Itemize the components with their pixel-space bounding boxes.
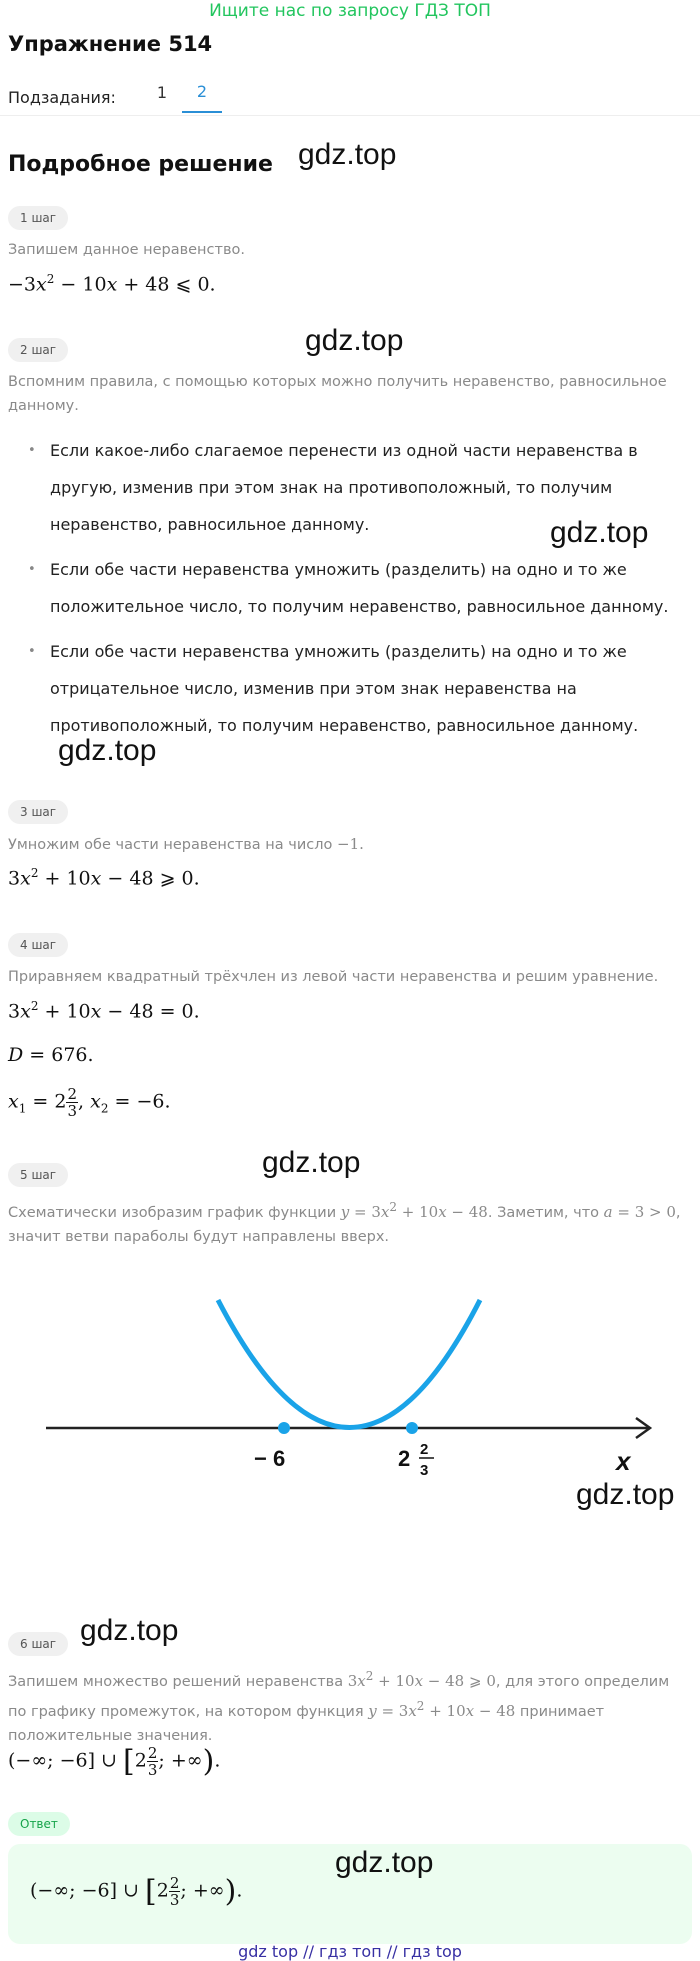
root-label-right-num: 2 bbox=[420, 1441, 429, 1458]
watermark: gdz.top bbox=[305, 324, 404, 357]
step-badge-6: 6 шаг bbox=[8, 1632, 68, 1656]
step-badge-4: 4 шаг bbox=[8, 933, 68, 957]
watermark: gdz.top bbox=[262, 1146, 361, 1179]
step-1-formula: $-3x^2 - 10x + 48$ ⩽ 0. bbox=[8, 272, 216, 296]
root-point-left bbox=[278, 1422, 290, 1434]
step-4-roots: $x_1 = 2$ $\frac{2}{3}$ , $x_2 = -6$. bbox=[8, 1085, 171, 1120]
root-label-right-den: 3 bbox=[420, 1462, 429, 1479]
list-item: • Если обе части неравенства умножить (разделить) на одно и то же отрицательное число, изменив при этом знак неравенства на противоположный, то получим неравенство, равносильное данному. bbox=[28, 633, 678, 744]
root-label-right-whole: 2 bbox=[398, 1446, 411, 1471]
axis-label-x: x bbox=[616, 1446, 631, 1476]
watermark: gdz.top bbox=[335, 1846, 434, 1879]
step-3-text: Умножим обе части неравенства на число bbox=[8, 837, 333, 853]
subtasks-nav bbox=[8, 82, 222, 113]
step-4-equation: $3x^2 + 10x - 48 = 0$. bbox=[8, 999, 200, 1023]
subtask-tab-1[interactable]: 1 bbox=[156, 83, 168, 102]
watermark: gdz.top bbox=[298, 138, 397, 171]
top-banner: Ищите нас по запросу ГДЗ ТОП bbox=[209, 1, 491, 21]
parabola-curve bbox=[218, 1300, 480, 1428]
page-title: Упражнение 514 bbox=[8, 32, 213, 56]
answer-badge: Ответ bbox=[8, 1812, 70, 1836]
watermark: gdz.top bbox=[58, 734, 157, 767]
answer-formula: (−∞; −6] ∪ [2 $\frac{2}{3}$ ; +∞). bbox=[30, 1874, 243, 1909]
watermark: gdz.top bbox=[80, 1614, 179, 1647]
step-badge-5: 5 шаг bbox=[8, 1163, 68, 1187]
watermark: gdz.top bbox=[576, 1478, 675, 1511]
step-4-discriminant: D = 676. bbox=[8, 1044, 94, 1066]
step-badge-1: 1 шаг bbox=[8, 206, 68, 230]
step-6-text: Запишем множество решений неравенства $3x^2 + 10x - 48$ ⩾ 0, для этого определим по графику промежуток, на котором функция $y = 3x^2 + 10x - 48$ принимает положительные значения. bbox=[8, 1669, 670, 1744]
step-badge-2: 2 шаг bbox=[8, 338, 68, 362]
watermark: gdz.top bbox=[550, 516, 649, 549]
step-4-text: Приравняем квадратный трёхчлен из левой части неравенства и решим уравнение. bbox=[8, 969, 659, 985]
divider bbox=[0, 115, 700, 116]
step-badge-3: 3 шаг bbox=[8, 800, 68, 824]
step-1-text: Запишем данное неравенство. bbox=[8, 242, 245, 258]
step-6-solution: (−∞; −6] ∪ [2 $\frac{2}{3}$ ; +∞). bbox=[8, 1744, 221, 1779]
rules-list bbox=[28, 432, 678, 752]
step-3-formula: $3x^2 + 10x - 48$ ⩾ 0. bbox=[8, 866, 200, 890]
subtask-tab-2[interactable]: 2 bbox=[182, 82, 222, 113]
footer-links: gdz top // гдз топ // гдз top bbox=[238, 1942, 462, 1961]
list-item: • Если какое-либо слагаемое перенести из одной части неравенства в другую, изменив при этом знак на противоположный, то получим неравенство, равносильное данному. bbox=[28, 432, 678, 543]
subtasks-label: Подзадания: bbox=[8, 88, 116, 107]
root-point-right bbox=[406, 1422, 418, 1434]
list-item: • Если обе части неравенства умножить (разделить) на одно и то же положительное число, то получим неравенство, равносильное данному. bbox=[28, 551, 678, 625]
step-5-text: Схематически изобразим график функции $y = 3x^2 + 10x - 48$. Заметим, что a = 3 > 0, значит ветви параболы будут направлены вверх. bbox=[8, 1200, 681, 1245]
root-label-left: − 6 bbox=[254, 1446, 286, 1471]
step-2-text: Вспомним правила, с помощью которых можно получить неравенство, равносильное данному. bbox=[8, 374, 667, 414]
section-title: Подробное решение bbox=[8, 152, 273, 177]
step-3-text-line: Умножим обе части неравенства на число −1. bbox=[8, 835, 364, 853]
